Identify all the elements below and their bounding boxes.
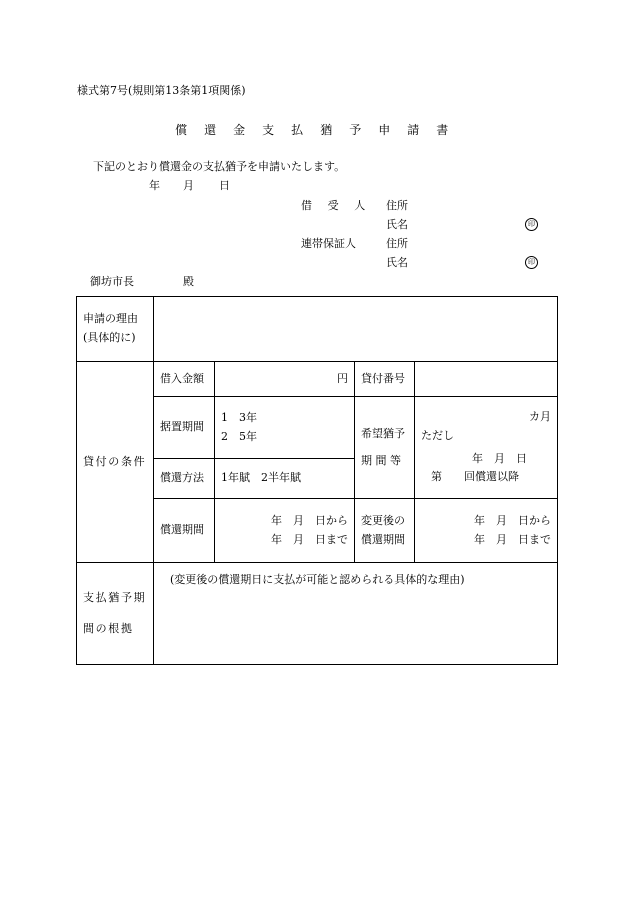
form-number: 様式第7号(規則第13条第1項関係) [77,84,246,97]
basis-field[interactable] [154,563,558,665]
addressee-honorific: 殿 [183,275,194,288]
changed-period-field[interactable] [415,499,558,563]
changed-to: 年 月 日まで [474,532,551,546]
changed-period-label [355,499,415,563]
repayment-method-label: 償還方法 [154,459,215,499]
period-to: 年 月 日まで [271,532,348,546]
however-text: ただし [421,428,454,442]
reason-label-2: (具体的に) [83,331,136,344]
period-from: 年 月 日から [271,513,348,527]
application-table [76,296,558,665]
grace-period-label: 据置期間 [154,397,215,459]
borrowed-amount-field[interactable] [215,362,355,397]
borrower-name-label: 氏名 [386,218,408,231]
amount-row [77,362,558,397]
guarantor-name-label: 氏名 [386,256,408,269]
borrowed-amount-label: 借入金額 [154,362,215,397]
reason-row [77,297,558,362]
desired-deferral-label-1: 希望猶予 [361,426,405,440]
desired-deferral-label [355,397,415,499]
grace-option-1: 1 3年 [221,410,257,424]
borrower-label: 借 受 人 [301,199,372,212]
addressee-name: 御坊市長 [90,275,134,288]
reason-label-cell [77,297,154,362]
repayment-method-options[interactable]: 1年賦 2半年賦 [215,459,355,499]
changed-from: 年 月 日から [474,513,551,527]
date-year: 年 [149,179,160,192]
changed-period-label-2: 償還期間 [361,532,405,546]
repayment-period-label: 償還期間 [154,499,215,563]
loan-number-field[interactable] [415,362,558,397]
borrower-seal-icon: 印 [525,218,538,231]
basis-label [77,563,154,665]
desired-deferral-label-2: 期 間 等 [361,453,401,467]
grace-option-2: 2 5年 [221,429,257,443]
date-day: 日 [219,179,230,192]
from-installment: 第 回償還以降 [431,470,519,484]
basis-label-1: 支払猶予期 [83,590,147,604]
yen-unit: 円 [337,371,348,385]
deferral-date: 年 月 日 [472,451,527,465]
reason-field[interactable] [154,297,558,362]
guarantor-seal-icon: 印 [525,256,538,269]
guarantor-address-label: 住所 [386,237,408,250]
date-month: 月 [183,179,194,192]
basis-label-2: 間の根拠 [83,621,134,635]
borrower-address-label: 住所 [386,199,408,212]
guarantor-label: 連帯保証人 [301,237,356,250]
repayment-period-field[interactable] [215,499,355,563]
basis-note: (変更後の償還期日に支払が可能と認められる具体的な理由) [170,573,465,586]
months-unit: カ月 [529,410,551,424]
loan-terms-label: 貸付の条件 [77,362,154,563]
grace-period-options[interactable] [215,397,355,459]
basis-row [77,563,558,665]
reason-label-1: 申請の理由 [83,312,138,326]
page-title: 償 還 金 支 払 猶 予 申 請 書 [175,123,455,137]
intro-text: 下記のとおり償還金の支払猶予を申請いたします。 [93,160,346,173]
loan-number-label: 貸付番号 [355,362,415,397]
desired-deferral-field[interactable] [415,397,558,499]
changed-period-label-1: 変更後の [361,513,405,527]
